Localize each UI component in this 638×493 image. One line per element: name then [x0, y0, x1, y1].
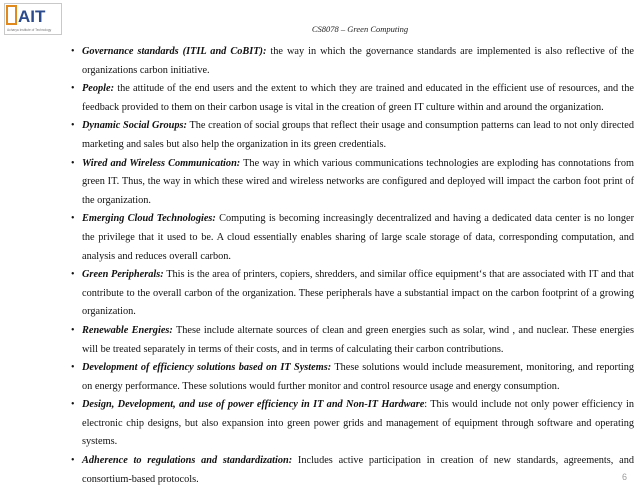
bullet-item	[69, 359, 634, 396]
bullet-term: Governance standards (ITIL and CoBIT):	[82, 46, 267, 57]
bullet-text: Computing is becoming increasingly decentralized and having a dedicated data center is no longer the privilege that it used to be. A cloud essentially enables sharing of large scale storage of data, corresponding computation, and analysis and reduces overall carbon.	[82, 213, 634, 262]
logo-subtitle: Acharya Institute of Technology	[7, 28, 52, 32]
bullet-icon: •	[71, 157, 75, 169]
bullet-item	[69, 43, 634, 80]
bullet-item	[69, 210, 634, 266]
page-header: CS8078 – Green Computing	[311, 24, 409, 34]
bullet-term: People:	[82, 83, 115, 95]
bullet-icon: •	[71, 455, 75, 467]
bullet-term: Design, Development, and use of power efficiency in IT and Non-IT Hardware	[82, 399, 425, 411]
bullet-text: The way in which various communications technologies are exploding has connotations from green IT. Thus, the way in which these wired and wireless networks are configured and deployed will impact the carbon foot print of the organization.	[82, 157, 635, 206]
bullet-term: Adherence to regulations and standardization:	[82, 455, 293, 467]
bullet-item	[69, 117, 634, 154]
bullet-text: This is the area of printers, copiers, shredders, and similar office equipment‘s that are associated with IT and that contribute to the overall carbon of the organization. These peripherals have a substantial impact on the carbon footprint of a growing organization.	[82, 269, 634, 318]
bullet-icon: •	[71, 120, 75, 132]
bullet-icon: •	[71, 46, 75, 57]
bullet-icon: •	[71, 213, 75, 225]
page-number: 6	[621, 472, 627, 482]
bullet-term: Development of efficiency solutions based on IT Systems:	[82, 362, 332, 374]
bullet-icon: •	[71, 269, 75, 281]
bullet-text: the way in which the governance standards are implemented is also reflective of the organizations carbon initiative.	[82, 46, 634, 76]
bullet-text: The creation of social groups that reflect their usage and consumption patterns can lead to not only directed marketing and sales but also help the organization in its green credentials.	[82, 120, 634, 150]
bullet-item	[69, 452, 634, 489]
bullet-text: These solutions would include measurement, monitoring, and reporting on energy performance. These solutions would further monitor and control resource usage and energy consumption.	[82, 362, 634, 392]
bullet-text: These include alternate sources of clean and green energies such as solar, wind , and nuclear. These energies will be treated separately in terms of their costs, and in terms of calculating their carbon contributions.	[82, 324, 635, 355]
bullet-text: the attitude of the end users and the extent to which they are trained and educated in the efficient use of resources, and the feedback provided to them on their carbon usage is vital in the creation of green IT culture within and around the organization.	[82, 83, 634, 113]
logo-text: AIT	[18, 7, 46, 26]
bullet-term: Dynamic Social Groups:	[82, 120, 187, 132]
bullet-icon: •	[71, 83, 75, 95]
bullet-item	[69, 80, 634, 117]
bullet-item	[69, 396, 634, 452]
bullet-term: Emerging Cloud Technologies:	[82, 213, 216, 225]
bullet-icon: •	[71, 324, 75, 336]
bullet-item	[69, 322, 634, 359]
bullet-icon: •	[71, 399, 75, 411]
bullet-term: Wired and Wireless Communication:	[82, 157, 241, 169]
bullet-term: Green Peripherals:	[82, 269, 164, 281]
bullet-item	[69, 155, 634, 211]
bullet-text: Includes active participation in creation of new standards, agreements, and consortium-based protocols.	[82, 455, 634, 485]
bullet-list	[69, 43, 634, 489]
bullet-item	[69, 266, 634, 322]
bullet-term: Renewable Energies:	[82, 324, 173, 336]
bullet-icon: •	[71, 362, 75, 374]
bullet-text: : This would include not only power efficiency in electronic chip designs, but also expansion into green power grids and management of equipment through software and operating systems.	[82, 399, 634, 448]
